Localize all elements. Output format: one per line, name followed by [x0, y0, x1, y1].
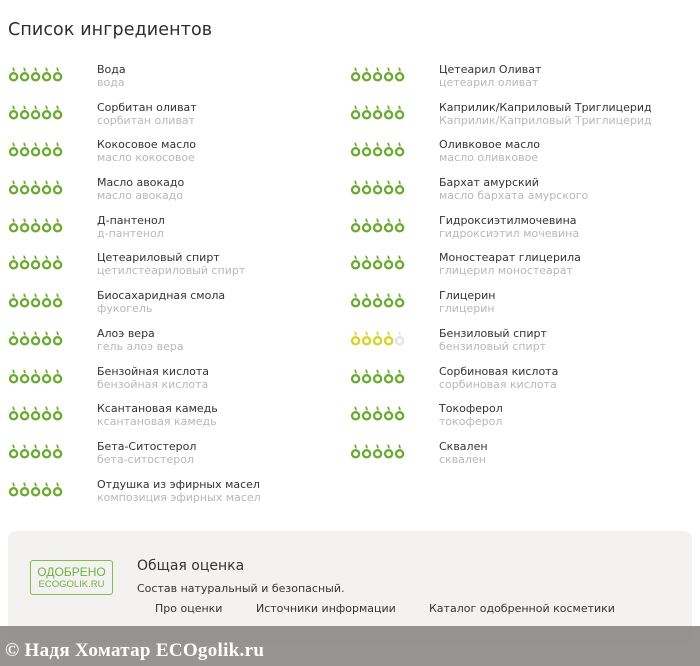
ingredient-inci: бензиловый спирт — [439, 339, 547, 353]
leaf-drop-icon — [361, 253, 372, 271]
leaf-drop-icon — [8, 404, 19, 422]
ingredient-names — [439, 440, 488, 466]
ingredient-name[interactable]: Гидроксиэтилмочевина — [439, 213, 577, 227]
ingredient-rating — [8, 253, 64, 271]
ingredient-name[interactable]: Каприлик/Каприловый Триглицерид — [439, 100, 652, 114]
leaf-drop-icon — [361, 329, 372, 347]
ingredient-name[interactable]: Алоэ вера — [97, 326, 155, 340]
leaf-drop-icon — [41, 253, 52, 271]
leaf-drop-icon — [361, 103, 372, 121]
leaf-drop-icon — [41, 367, 52, 385]
ingredient-rating — [350, 178, 406, 196]
leaf-drop-icon — [361, 404, 372, 422]
leaf-drop-icon — [383, 367, 394, 385]
leaf-drop-icon — [394, 65, 405, 83]
leaf-drop-icon — [383, 329, 394, 347]
leaf-drop-icon — [8, 367, 19, 385]
ingredient-name[interactable]: Цетеарил Оливат — [439, 63, 542, 76]
leaf-drop-icon — [52, 103, 63, 121]
ingredient-names — [439, 214, 579, 240]
ingredient-inci: цетеарил оливат — [439, 76, 539, 89]
leaf-drop-icon — [30, 367, 41, 385]
badge-line1: ОДОБРЕНО — [37, 565, 106, 579]
ingredient-names — [439, 63, 541, 89]
ingredient-names — [97, 440, 196, 466]
ingredient-rating — [8, 178, 64, 196]
badge-line2: ECOGOLIK.RU — [38, 579, 105, 590]
leaf-drop-icon — [394, 253, 405, 271]
leaf-drop-icon — [394, 103, 405, 121]
ingredient-inci: масло авокадо — [97, 189, 184, 203]
ingredient-name[interactable]: Биосахаридная смола — [97, 289, 226, 303]
ingredient-names — [97, 101, 197, 127]
ingredient-item[interactable] — [350, 176, 700, 214]
ingredient-rating — [8, 216, 64, 234]
leaf-drop-icon — [30, 253, 41, 271]
leaf-drop-icon — [30, 103, 41, 121]
leaf-drop-icon — [383, 140, 394, 158]
leaf-drop-icon — [394, 404, 405, 422]
leaf-drop-icon — [372, 329, 383, 347]
ingredient-inci: глицерил моностеарат — [439, 264, 573, 278]
ingredient-rating — [350, 329, 406, 347]
leaf-drop-icon — [19, 253, 30, 271]
ingredient-name[interactable]: Моностеарат глицерила — [439, 251, 581, 265]
leaf-drop-icon — [41, 291, 52, 309]
overall-rating-title: Общая оценка — [137, 558, 245, 574]
ingredient-inci: бензойная кислота — [97, 377, 209, 391]
approved-badge — [30, 560, 113, 595]
ingredient-inci: бета-ситостерол — [97, 452, 194, 466]
leaf-drop-icon — [30, 291, 41, 309]
leaf-drop-icon — [19, 367, 30, 385]
ingredient-name[interactable]: Цетеариловый спирт — [97, 251, 220, 265]
ingredient-rating — [8, 367, 64, 385]
ingredient-rating — [8, 140, 64, 158]
leaf-drop-icon — [350, 253, 361, 271]
leaf-drop-icon — [19, 442, 30, 460]
ingredient-name[interactable]: Кокосовое масло — [97, 138, 197, 152]
leaf-drop-icon — [41, 216, 52, 234]
leaf-drop-icon — [41, 103, 52, 121]
ingredient-inci: д-пантенол — [97, 226, 164, 240]
leaf-drop-icon — [52, 253, 63, 271]
ingredient-name[interactable]: Д-пантенол — [97, 213, 165, 227]
leaf-drop-icon — [8, 216, 19, 234]
watermark-text: © Надя Хоматар ECOgolik.ru — [5, 640, 265, 661]
leaf-drop-icon — [41, 65, 52, 83]
leaf-drop-icon — [19, 65, 30, 83]
leaf-drop-icon — [394, 442, 405, 460]
leaf-drop-icon — [8, 103, 19, 121]
leaf-drop-icon — [30, 216, 41, 234]
leaf-drop-icon — [52, 65, 63, 83]
ingredient-names — [97, 63, 126, 89]
ingredient-names — [439, 138, 540, 164]
leaf-drop-icon — [383, 178, 394, 196]
ingredient-rating — [350, 103, 406, 121]
leaf-drop-icon — [19, 291, 30, 309]
ingredient-inci: композиция эфирных масел — [97, 490, 261, 504]
leaf-drop-icon — [394, 216, 405, 234]
leaf-drop-icon — [361, 140, 372, 158]
ingredient-names — [97, 327, 184, 353]
leaf-drop-icon — [41, 442, 52, 460]
leaf-drop-icon — [30, 140, 41, 158]
ingredient-name[interactable]: Вода — [97, 63, 126, 76]
ingredients-column-left — [8, 63, 358, 515]
ingredient-item[interactable] — [350, 63, 700, 101]
leaf-drop-icon — [372, 404, 383, 422]
ingredient-rating — [350, 404, 406, 422]
ingredient-name[interactable]: Оливковое масло — [439, 138, 541, 152]
ingredient-inci: ксантановая камедь — [97, 415, 217, 429]
leaf-drop-icon — [361, 367, 372, 385]
ingredient-item[interactable] — [350, 440, 700, 478]
leaf-drop-icon — [372, 103, 383, 121]
leaf-drop-icon — [383, 442, 394, 460]
ingredient-item[interactable] — [350, 365, 700, 403]
leaf-drop-icon — [8, 253, 19, 271]
leaf-drop-icon — [41, 480, 52, 498]
leaf-drop-icon — [41, 329, 52, 347]
ingredient-rating — [350, 367, 406, 385]
ingredient-inci: вода — [97, 76, 125, 89]
ingredient-names — [97, 138, 196, 164]
ingredients-column-right — [350, 63, 700, 478]
ingredient-inci: масло бархата амурского — [439, 189, 589, 203]
leaf-drop-icon — [19, 178, 30, 196]
leaf-drop-icon — [30, 480, 41, 498]
leaf-drop-icon — [52, 291, 63, 309]
leaf-drop-icon — [350, 404, 361, 422]
ingredient-rating — [8, 103, 64, 121]
leaf-drop-icon — [372, 367, 383, 385]
leaf-drop-icon — [350, 65, 361, 83]
ingredient-names — [97, 214, 165, 240]
leaf-drop-icon — [19, 329, 30, 347]
ingredient-item[interactable] — [8, 440, 358, 478]
ingredient-item[interactable] — [8, 101, 358, 139]
ingredient-name[interactable]: Ксантановая камедь — [97, 402, 218, 416]
ingredient-names — [439, 101, 652, 127]
ingredient-item[interactable] — [8, 214, 358, 252]
ingredient-item[interactable] — [8, 63, 358, 101]
leaf-drop-icon — [8, 442, 19, 460]
watermark — [0, 626, 700, 666]
leaf-drop-icon — [383, 253, 394, 271]
leaf-drop-icon — [52, 404, 63, 422]
ingredient-inci: Каприлик/Каприловый Триглицерид — [439, 113, 652, 127]
leaf-drop-icon — [52, 329, 63, 347]
ingredient-rating — [350, 253, 406, 271]
leaf-drop-icon — [19, 140, 30, 158]
leaf-drop-icon — [372, 442, 383, 460]
ingredient-names — [97, 402, 218, 428]
leaf-drop-icon — [372, 140, 383, 158]
leaf-drop-icon — [19, 480, 30, 498]
leaf-drop-icon — [8, 329, 19, 347]
leaf-drop-icon — [52, 140, 63, 158]
ingredient-item[interactable] — [350, 214, 700, 252]
ingredient-name[interactable]: Бета-Ситостерол — [97, 439, 197, 453]
ingredient-item[interactable] — [8, 478, 358, 516]
ingredient-item[interactable] — [350, 289, 700, 327]
leaf-drop-icon — [383, 404, 394, 422]
leaf-drop-icon — [361, 178, 372, 196]
leaf-drop-icon — [383, 65, 394, 83]
ingredient-name[interactable]: Бензиловый спирт — [439, 326, 547, 340]
overall-rating-text: Состав натуральный и безопасный. — [137, 582, 345, 595]
ingredient-name[interactable]: Сорбитан оливат — [97, 100, 197, 114]
leaf-drop-icon — [350, 140, 361, 158]
ingredient-name[interactable]: Бензойная кислота — [97, 364, 210, 378]
ingredient-inci: глицерин — [439, 302, 495, 316]
ingredient-inci: сорбитан оливат — [97, 113, 196, 127]
leaf-drop-icon — [361, 442, 372, 460]
ingredient-rating — [8, 480, 64, 498]
ingredient-rating — [8, 404, 64, 422]
link-info-sources[interactable]: Источники информации — [256, 602, 396, 615]
ingredient-inci: фукогель — [97, 302, 153, 316]
leaf-drop-icon — [30, 65, 41, 83]
ingredient-inci: гель алоэ вера — [97, 339, 184, 353]
leaf-drop-icon — [19, 103, 30, 121]
ingredient-names — [97, 251, 245, 277]
leaf-drop-icon — [394, 140, 405, 158]
leaf-drop-icon — [361, 291, 372, 309]
leaf-drop-icon — [52, 480, 63, 498]
leaf-drop-icon — [350, 178, 361, 196]
leaf-drop-icon — [8, 480, 19, 498]
leaf-drop-icon — [361, 65, 372, 83]
ingredient-names — [439, 402, 503, 428]
ingredient-inci: масло кокосовое — [97, 151, 195, 165]
ingredient-rating — [350, 442, 406, 460]
ingredient-inci: токоферол — [439, 415, 503, 429]
leaf-drop-icon — [30, 404, 41, 422]
ingredient-rating — [350, 140, 406, 158]
leaf-drop-icon — [394, 291, 405, 309]
ingredient-inci: гидроксиэтил мочевина — [439, 226, 580, 240]
ingredient-names — [439, 289, 495, 315]
leaf-drop-icon — [8, 291, 19, 309]
leaf-drop-icon — [52, 178, 63, 196]
leaf-drop-icon — [19, 216, 30, 234]
ingredient-name[interactable]: Отдушка из эфирных масел — [97, 477, 260, 491]
leaf-drop-icon — [394, 178, 405, 196]
leaf-drop-icon — [8, 178, 19, 196]
link-about-ratings[interactable]: Про оценки — [155, 602, 223, 615]
leaf-drop-icon — [350, 442, 361, 460]
ingredient-name[interactable]: Сквален — [439, 439, 488, 453]
page-title: Список ингредиентов — [8, 20, 213, 40]
ingredient-item[interactable] — [350, 251, 700, 289]
ingredient-inci: цетилстеариловый спирт — [97, 264, 246, 278]
ingredient-item[interactable] — [350, 101, 700, 139]
ingredient-rating — [8, 442, 64, 460]
ingredient-rating — [350, 291, 406, 309]
leaf-drop-icon — [41, 404, 52, 422]
leaf-drop-icon — [41, 178, 52, 196]
leaf-drop-icon — [350, 216, 361, 234]
ingredient-names — [439, 327, 547, 353]
leaf-drop-icon — [52, 442, 63, 460]
leaf-drop-icon — [30, 178, 41, 196]
leaf-drop-icon — [394, 329, 405, 347]
ingredient-rating — [350, 65, 406, 83]
leaf-drop-icon — [350, 329, 361, 347]
leaf-drop-icon — [19, 404, 30, 422]
leaf-drop-icon — [350, 291, 361, 309]
leaf-drop-icon — [372, 253, 383, 271]
leaf-drop-icon — [372, 291, 383, 309]
ingredient-inci: масло оливковое — [439, 151, 539, 165]
leaf-drop-icon — [350, 367, 361, 385]
ingredient-item[interactable] — [8, 251, 358, 289]
ingredient-name[interactable]: Глицерин — [439, 289, 496, 303]
leaf-drop-icon — [41, 140, 52, 158]
leaf-drop-icon — [383, 291, 394, 309]
leaf-drop-icon — [372, 216, 383, 234]
ingredient-inci: сквален — [439, 452, 486, 466]
ingredient-rating — [8, 329, 64, 347]
leaf-drop-icon — [8, 140, 19, 158]
ingredient-names — [97, 365, 209, 391]
link-approved-catalog[interactable]: Каталог одобренной косметики — [429, 602, 615, 615]
leaf-drop-icon — [372, 65, 383, 83]
ingredient-name[interactable]: Токоферол — [439, 402, 503, 416]
leaf-drop-icon — [30, 442, 41, 460]
ingredient-names — [97, 478, 261, 504]
ingredient-names — [97, 176, 184, 202]
ingredient-item[interactable] — [350, 138, 700, 176]
leaf-drop-icon — [30, 329, 41, 347]
ingredient-item[interactable] — [8, 365, 358, 403]
ingredient-item[interactable] — [8, 289, 358, 327]
ingredient-item[interactable] — [8, 327, 358, 365]
ingredient-rating — [350, 216, 406, 234]
ingredient-rating — [8, 65, 64, 83]
ingredient-item[interactable] — [350, 402, 700, 440]
leaf-drop-icon — [394, 367, 405, 385]
ingredient-name[interactable]: Масло авокадо — [97, 176, 185, 190]
ingredient-names — [439, 176, 588, 202]
ingredient-item[interactable] — [350, 327, 700, 365]
leaf-drop-icon — [350, 103, 361, 121]
ingredient-names — [439, 251, 581, 277]
leaf-drop-icon — [383, 216, 394, 234]
leaf-drop-icon — [8, 65, 19, 83]
ingredient-name[interactable]: Бархат амурский — [439, 176, 539, 190]
leaf-drop-icon — [361, 216, 372, 234]
ingredient-item[interactable] — [8, 138, 358, 176]
ingredient-names — [439, 365, 558, 391]
ingredient-name[interactable]: Сорбиновая кислота — [439, 364, 559, 378]
ingredient-item[interactable] — [8, 176, 358, 214]
leaf-drop-icon — [52, 367, 63, 385]
ingredient-names — [97, 289, 225, 315]
leaf-drop-icon — [383, 103, 394, 121]
ingredient-rating — [8, 291, 64, 309]
leaf-drop-icon — [372, 178, 383, 196]
ingredient-inci: сорбиновая кислота — [439, 377, 557, 391]
leaf-drop-icon — [52, 216, 63, 234]
ingredient-item[interactable] — [8, 402, 358, 440]
